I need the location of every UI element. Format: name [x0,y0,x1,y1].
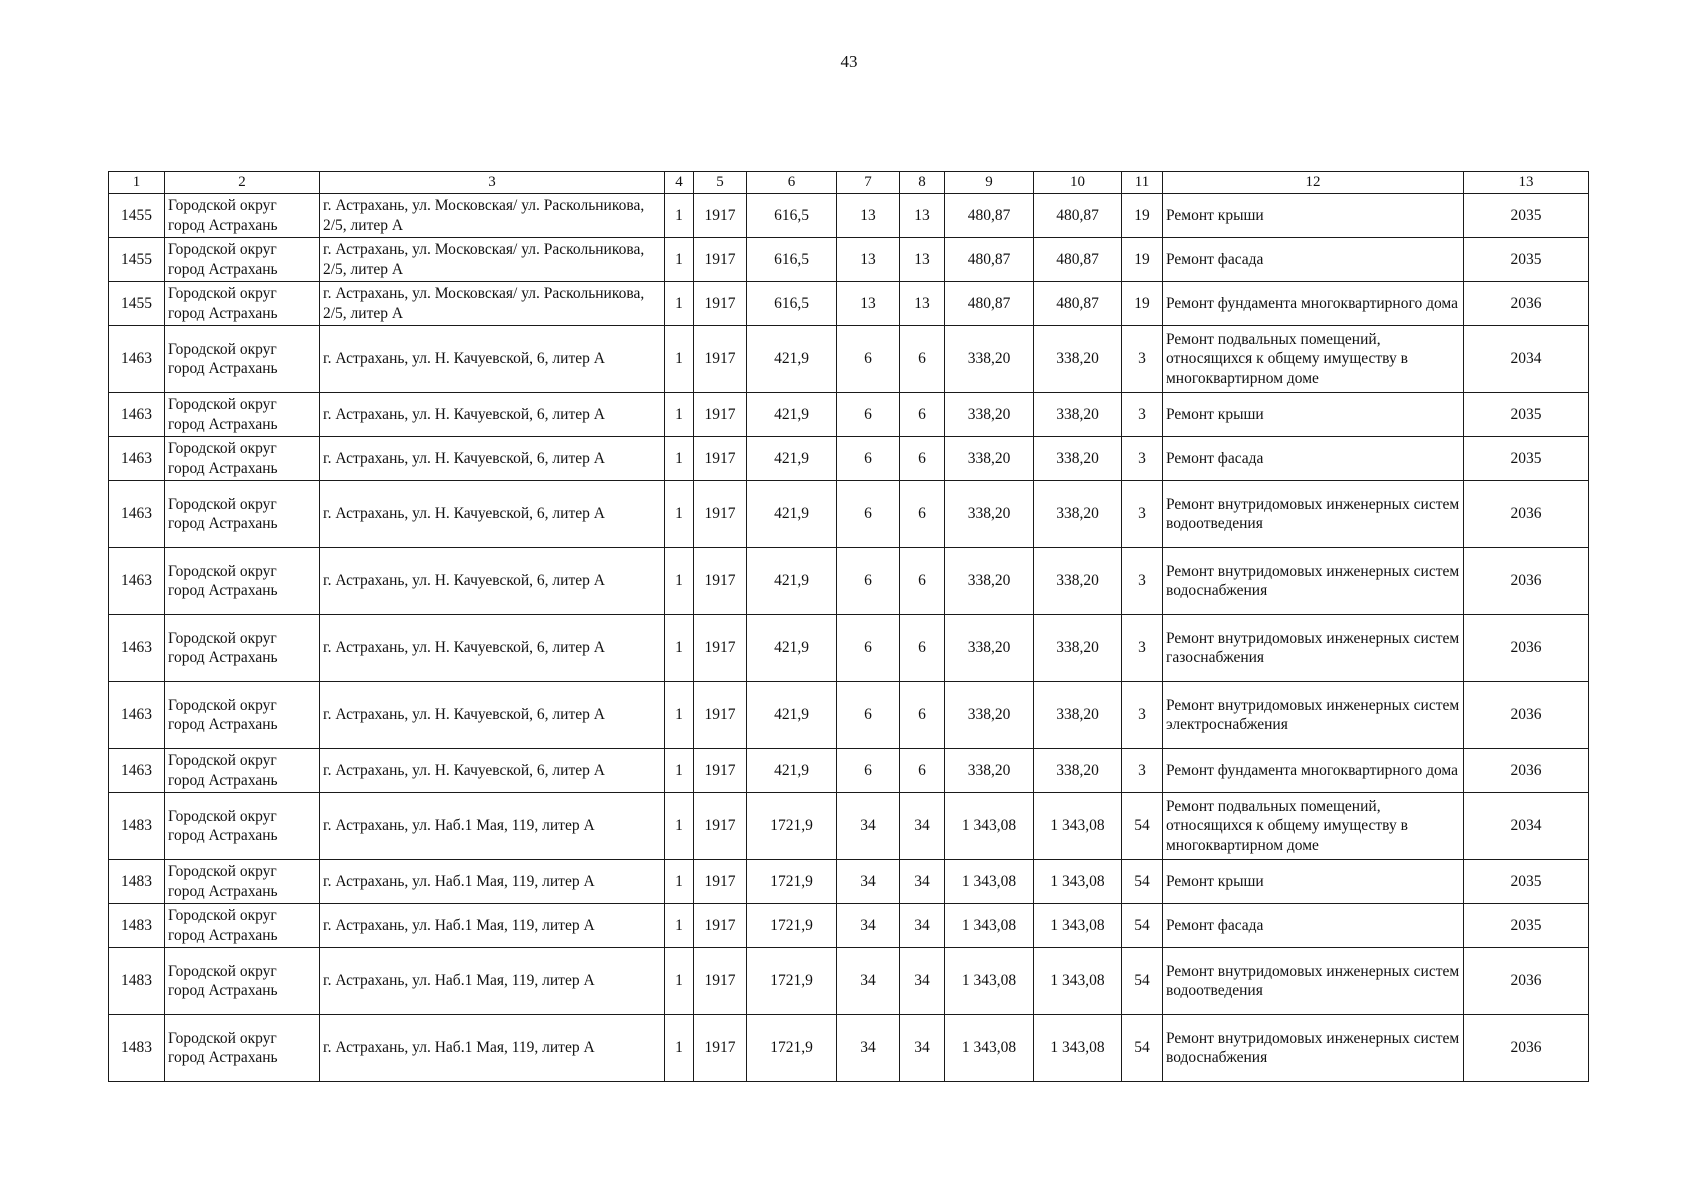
apartments-count-cell: 6 [837,481,900,548]
living-area-cell: 1 343,08 [945,904,1034,948]
residents-count-cell: 54 [1122,904,1163,948]
total-area-cell: 616,5 [747,282,837,326]
private-area-cell: 338,20 [1034,481,1122,548]
column-number-header: 12 [1163,172,1464,194]
address-cell: г. Астрахань, ул. Наб.1 Мая, 119, литер А [320,904,665,948]
column-number-header: 10 [1034,172,1122,194]
column-number-row [109,172,1589,194]
building-count-cell: 1 [665,194,694,238]
municipality-cell: Городской округ город Астрахань [165,793,320,860]
total-area-cell: 421,9 [747,682,837,749]
total-area-cell: 421,9 [747,481,837,548]
address-cell: г. Астрахань, ул. Н. Качуевской, 6, литер А [320,437,665,481]
year-cell: 2036 [1464,682,1589,749]
year-cell: 2035 [1464,860,1589,904]
living-area-cell: 480,87 [945,238,1034,282]
municipality-cell: Городской округ город Астрахань [165,749,320,793]
building-count-cell: 1 [665,904,694,948]
year-cell: 2036 [1464,948,1589,1015]
residential-count-cell: 6 [900,481,945,548]
build-year-cell: 1917 [694,749,747,793]
build-year-cell: 1917 [694,437,747,481]
municipality-cell: Городской округ город Астрахань [165,548,320,615]
year-cell: 2036 [1464,548,1589,615]
address-cell: г. Астрахань, ул. Н. Качуевской, 6, литер А [320,682,665,749]
living-area-cell: 338,20 [945,749,1034,793]
private-area-cell: 338,20 [1034,393,1122,437]
total-area-cell: 1721,9 [747,904,837,948]
building-count-cell: 1 [665,749,694,793]
municipality-cell: Городской округ город Астрахань [165,904,320,948]
column-number-header: 9 [945,172,1034,194]
residents-count-cell: 19 [1122,282,1163,326]
municipality-cell: Городской округ город Астрахань [165,481,320,548]
residential-count-cell: 34 [900,904,945,948]
column-number-header: 13 [1464,172,1589,194]
column-number-header: 4 [665,172,694,194]
year-cell: 2035 [1464,393,1589,437]
table-row [109,437,1589,481]
year-cell: 2034 [1464,793,1589,860]
total-area-cell: 421,9 [747,326,837,393]
living-area-cell: 480,87 [945,282,1034,326]
private-area-cell: 338,20 [1034,326,1122,393]
table-row [109,615,1589,682]
table-row [109,948,1589,1015]
address-cell: г. Астрахань, ул. Н. Качуевской, 6, литер А [320,326,665,393]
build-year-cell: 1917 [694,238,747,282]
repair-type-cell: Ремонт крыши [1163,194,1464,238]
residential-count-cell: 6 [900,437,945,481]
table-row [109,238,1589,282]
record-id-cell: 1463 [109,615,165,682]
residents-count-cell: 3 [1122,437,1163,481]
municipality-cell: Городской округ город Астрахань [165,437,320,481]
total-area-cell: 1721,9 [747,948,837,1015]
record-id-cell: 1463 [109,548,165,615]
private-area-cell: 480,87 [1034,282,1122,326]
build-year-cell: 1917 [694,904,747,948]
living-area-cell: 338,20 [945,326,1034,393]
column-number-header: 11 [1122,172,1163,194]
repair-type-cell: Ремонт внутридомовых инженерных систем электроснабжения [1163,682,1464,749]
living-area-cell: 1 343,08 [945,948,1034,1015]
table-row [109,904,1589,948]
table-row [109,860,1589,904]
address-cell: г. Астрахань, ул. Н. Качуевской, 6, литер А [320,749,665,793]
building-count-cell: 1 [665,393,694,437]
municipality-cell: Городской округ город Астрахань [165,860,320,904]
residents-count-cell: 3 [1122,682,1163,749]
column-number-header: 1 [109,172,165,194]
address-cell: г. Астрахань, ул. Московская/ ул. Раскольникова, 2/5, литер А [320,238,665,282]
residential-count-cell: 34 [900,793,945,860]
residential-count-cell: 13 [900,282,945,326]
record-id-cell: 1463 [109,393,165,437]
address-cell: г. Астрахань, ул. Наб.1 Мая, 119, литер А [320,860,665,904]
total-area-cell: 1721,9 [747,860,837,904]
table-row [109,1015,1589,1082]
build-year-cell: 1917 [694,682,747,749]
year-cell: 2036 [1464,615,1589,682]
address-cell: г. Астрахань, ул. Н. Качуевской, 6, литер А [320,615,665,682]
column-number-header: 6 [747,172,837,194]
address-cell: г. Астрахань, ул. Наб.1 Мая, 119, литер А [320,948,665,1015]
building-count-cell: 1 [665,481,694,548]
build-year-cell: 1917 [694,793,747,860]
build-year-cell: 1917 [694,948,747,1015]
table-row [109,282,1589,326]
living-area-cell: 338,20 [945,548,1034,615]
address-cell: г. Астрахань, ул. Наб.1 Мая, 119, литер А [320,1015,665,1082]
repair-type-cell: Ремонт внутридомовых инженерных систем водоотведения [1163,948,1464,1015]
residential-count-cell: 34 [900,948,945,1015]
residential-count-cell: 6 [900,682,945,749]
residential-count-cell: 6 [900,615,945,682]
repair-type-cell: Ремонт крыши [1163,393,1464,437]
building-count-cell: 1 [665,1015,694,1082]
building-count-cell: 1 [665,282,694,326]
record-id-cell: 1463 [109,481,165,548]
repair-type-cell: Ремонт внутридомовых инженерных систем водоотведения [1163,481,1464,548]
municipality-cell: Городской округ город Астрахань [165,615,320,682]
record-id-cell: 1463 [109,326,165,393]
private-area-cell: 338,20 [1034,615,1122,682]
year-cell: 2035 [1464,437,1589,481]
repair-type-cell: Ремонт фундамента многоквартирного дома [1163,282,1464,326]
private-area-cell: 1 343,08 [1034,860,1122,904]
build-year-cell: 1917 [694,548,747,615]
private-area-cell: 1 343,08 [1034,948,1122,1015]
column-number-header: 8 [900,172,945,194]
building-count-cell: 1 [665,548,694,615]
table-row [109,194,1589,238]
residents-count-cell: 54 [1122,1015,1163,1082]
repair-type-cell: Ремонт фасада [1163,238,1464,282]
living-area-cell: 1 343,08 [945,860,1034,904]
total-area-cell: 421,9 [747,615,837,682]
address-cell: г. Астрахань, ул. Н. Качуевской, 6, литер А [320,548,665,615]
year-cell: 2035 [1464,194,1589,238]
build-year-cell: 1917 [694,1015,747,1082]
residential-count-cell: 6 [900,749,945,793]
total-area-cell: 1721,9 [747,793,837,860]
municipality-cell: Городской округ город Астрахань [165,238,320,282]
apartments-count-cell: 13 [837,238,900,282]
municipality-cell: Городской округ город Астрахань [165,682,320,749]
apartments-count-cell: 6 [837,326,900,393]
year-cell: 2035 [1464,904,1589,948]
residential-count-cell: 13 [900,194,945,238]
record-id-cell: 1463 [109,749,165,793]
residents-count-cell: 54 [1122,948,1163,1015]
table-row [109,326,1589,393]
residential-count-cell: 13 [900,238,945,282]
living-area-cell: 1 343,08 [945,793,1034,860]
year-cell: 2035 [1464,238,1589,282]
repair-type-cell: Ремонт фундамента многоквартирного дома [1163,749,1464,793]
residents-count-cell: 3 [1122,749,1163,793]
record-id-cell: 1483 [109,793,165,860]
build-year-cell: 1917 [694,393,747,437]
residents-count-cell: 3 [1122,548,1163,615]
total-area-cell: 421,9 [747,393,837,437]
apartments-count-cell: 6 [837,393,900,437]
total-area-cell: 421,9 [747,548,837,615]
residential-count-cell: 34 [900,1015,945,1082]
municipality-cell: Городской округ город Астрахань [165,282,320,326]
apartments-count-cell: 6 [837,749,900,793]
year-cell: 2036 [1464,481,1589,548]
page-number: 43 [840,52,858,71]
apartments-count-cell: 34 [837,860,900,904]
private-area-cell: 480,87 [1034,238,1122,282]
apartments-count-cell: 6 [837,615,900,682]
table-body [109,194,1589,1082]
year-cell: 2036 [1464,749,1589,793]
private-area-cell: 338,20 [1034,682,1122,749]
column-number-header: 5 [694,172,747,194]
building-count-cell: 1 [665,860,694,904]
total-area-cell: 1721,9 [747,1015,837,1082]
total-area-cell: 421,9 [747,749,837,793]
column-number-header: 7 [837,172,900,194]
apartments-count-cell: 34 [837,793,900,860]
table-row [109,682,1589,749]
build-year-cell: 1917 [694,194,747,238]
private-area-cell: 338,20 [1034,437,1122,481]
record-id-cell: 1455 [109,194,165,238]
total-area-cell: 421,9 [747,437,837,481]
municipality-cell: Городской округ город Астрахань [165,393,320,437]
repair-type-cell: Ремонт подвальных помещений, относящихся к общему имуществу в многоквартирном доме [1163,793,1464,860]
build-year-cell: 1917 [694,615,747,682]
building-count-cell: 1 [665,238,694,282]
municipality-cell: Городской округ город Астрахань [165,948,320,1015]
private-area-cell: 338,20 [1034,548,1122,615]
record-id-cell: 1483 [109,948,165,1015]
municipality-cell: Городской округ город Астрахань [165,194,320,238]
private-area-cell: 1 343,08 [1034,1015,1122,1082]
apartments-count-cell: 13 [837,282,900,326]
residents-count-cell: 3 [1122,393,1163,437]
building-count-cell: 1 [665,437,694,481]
residents-count-cell: 54 [1122,793,1163,860]
repair-type-cell: Ремонт фасада [1163,437,1464,481]
table-row [109,393,1589,437]
living-area-cell: 338,20 [945,481,1034,548]
building-count-cell: 1 [665,326,694,393]
residential-count-cell: 34 [900,860,945,904]
table-row [109,548,1589,615]
living-area-cell: 338,20 [945,393,1034,437]
column-number-header: 2 [165,172,320,194]
total-area-cell: 616,5 [747,238,837,282]
private-area-cell: 480,87 [1034,194,1122,238]
residential-count-cell: 6 [900,393,945,437]
build-year-cell: 1917 [694,282,747,326]
private-area-cell: 338,20 [1034,749,1122,793]
repair-register-table [108,171,1589,1082]
living-area-cell: 338,20 [945,437,1034,481]
apartments-count-cell: 13 [837,194,900,238]
record-id-cell: 1455 [109,282,165,326]
residents-count-cell: 54 [1122,860,1163,904]
year-cell: 2036 [1464,282,1589,326]
apartments-count-cell: 6 [837,437,900,481]
residents-count-cell: 19 [1122,238,1163,282]
private-area-cell: 1 343,08 [1034,904,1122,948]
building-count-cell: 1 [665,948,694,1015]
building-count-cell: 1 [665,682,694,749]
apartments-count-cell: 34 [837,948,900,1015]
living-area-cell: 480,87 [945,194,1034,238]
municipality-cell: Городской округ город Астрахань [165,1015,320,1082]
residential-count-cell: 6 [900,326,945,393]
living-area-cell: 1 343,08 [945,1015,1034,1082]
residents-count-cell: 3 [1122,326,1163,393]
address-cell: г. Астрахань, ул. Наб.1 Мая, 119, литер А [320,793,665,860]
repair-type-cell: Ремонт внутридомовых инженерных систем водоснабжения [1163,548,1464,615]
build-year-cell: 1917 [694,860,747,904]
record-id-cell: 1483 [109,860,165,904]
record-id-cell: 1483 [109,904,165,948]
private-area-cell: 1 343,08 [1034,793,1122,860]
table-row [109,749,1589,793]
repair-type-cell: Ремонт крыши [1163,860,1464,904]
apartments-count-cell: 34 [837,904,900,948]
record-id-cell: 1455 [109,238,165,282]
year-cell: 2034 [1464,326,1589,393]
repair-type-cell: Ремонт внутридомовых инженерных систем водоснабжения [1163,1015,1464,1082]
municipality-cell: Городской округ город Астрахань [165,326,320,393]
column-number-header: 3 [320,172,665,194]
repair-type-cell: Ремонт фасада [1163,904,1464,948]
record-id-cell: 1463 [109,682,165,749]
build-year-cell: 1917 [694,326,747,393]
address-cell: г. Астрахань, ул. Московская/ ул. Раскольникова, 2/5, литер А [320,194,665,238]
total-area-cell: 616,5 [747,194,837,238]
apartments-count-cell: 34 [837,1015,900,1082]
living-area-cell: 338,20 [945,682,1034,749]
record-id-cell: 1483 [109,1015,165,1082]
address-cell: г. Астрахань, ул. Н. Качуевской, 6, литер А [320,481,665,548]
record-id-cell: 1463 [109,437,165,481]
building-count-cell: 1 [665,615,694,682]
table-row [109,481,1589,548]
building-count-cell: 1 [665,793,694,860]
apartments-count-cell: 6 [837,682,900,749]
table-row [109,793,1589,860]
year-cell: 2036 [1464,1015,1589,1082]
residents-count-cell: 3 [1122,481,1163,548]
living-area-cell: 338,20 [945,615,1034,682]
address-cell: г. Астрахань, ул. Н. Качуевской, 6, литер А [320,393,665,437]
build-year-cell: 1917 [694,481,747,548]
repair-type-cell: Ремонт подвальных помещений, относящихся к общему имуществу в многоквартирном доме [1163,326,1464,393]
repair-type-cell: Ремонт внутридомовых инженерных систем газоснабжения [1163,615,1464,682]
apartments-count-cell: 6 [837,548,900,615]
residents-count-cell: 19 [1122,194,1163,238]
residents-count-cell: 3 [1122,615,1163,682]
residential-count-cell: 6 [900,548,945,615]
address-cell: г. Астрахань, ул. Московская/ ул. Раскольникова, 2/5, литер А [320,282,665,326]
